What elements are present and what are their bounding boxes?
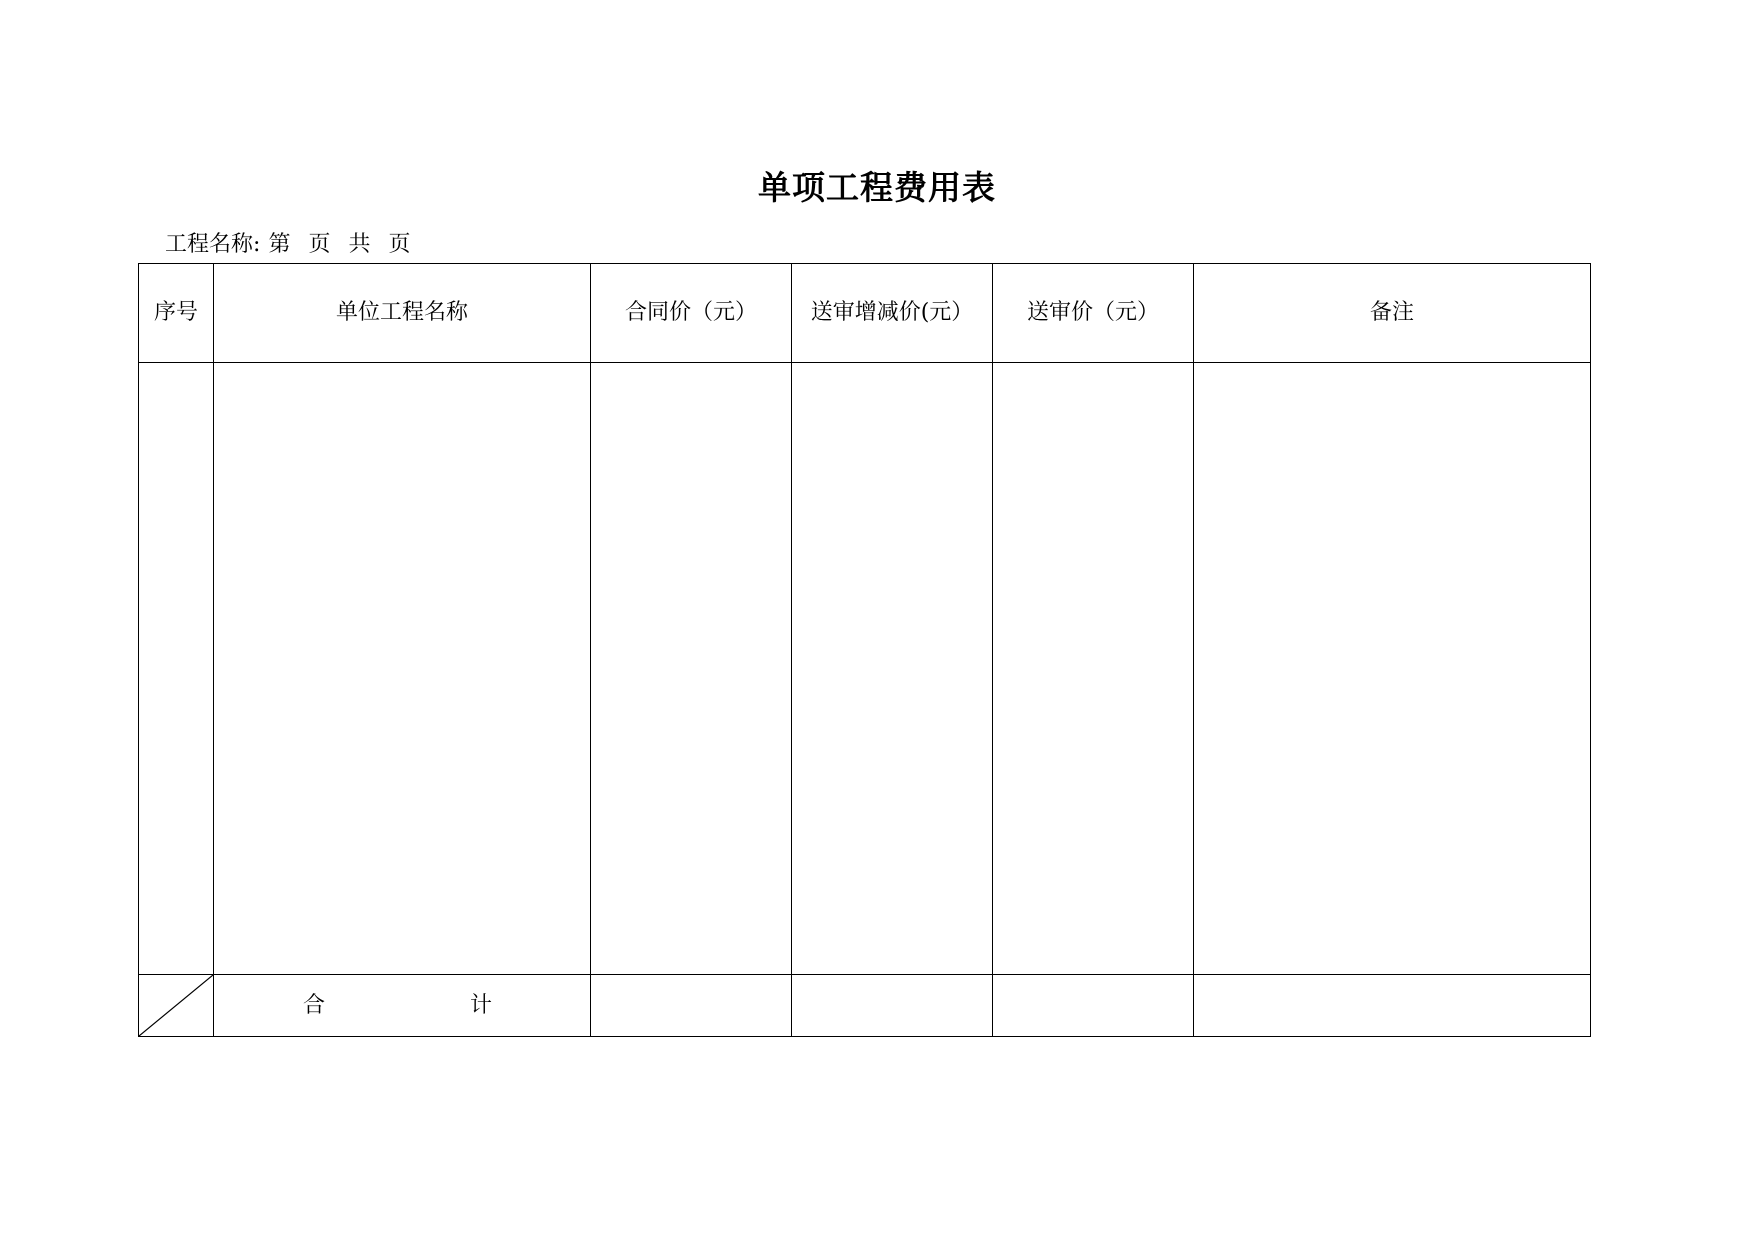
- header-submitted-price: 送审价（元）: [993, 264, 1194, 363]
- project-name-colon: :: [253, 232, 261, 257]
- document-title: 单项工程费用表: [758, 168, 996, 207]
- cost-table: [138, 263, 1591, 1037]
- diagonal-line: [139, 975, 213, 1036]
- total-label-part2: 计: [470, 993, 493, 1018]
- total-adjustment-price: [792, 975, 993, 1037]
- total-pages-unit: 页: [388, 232, 411, 257]
- cell-index: [139, 363, 214, 975]
- total-remarks: [1194, 975, 1591, 1037]
- header-adjustment-price: 送审增减价(元）: [792, 264, 993, 363]
- cell-unit-name: [214, 363, 591, 975]
- total-pages-prefix: 共: [348, 232, 371, 257]
- cell-adjustment-price: [792, 363, 993, 975]
- total-submitted-price: [993, 975, 1194, 1037]
- total-label-part1: 合: [303, 993, 326, 1018]
- total-row: [139, 975, 1591, 1037]
- cell-remarks: [1194, 363, 1591, 975]
- table-row: [139, 363, 1591, 975]
- diagonal-cell: [139, 975, 214, 1037]
- page-prefix: 第: [268, 232, 291, 257]
- header-remarks: 备注: [1194, 264, 1591, 363]
- header-unit-name: 单位工程名称: [214, 264, 591, 363]
- table-header-row: [139, 264, 1591, 363]
- total-label-cell: [214, 975, 591, 1037]
- total-contract-price: [591, 975, 792, 1037]
- header-contract-price: 合同价（元）: [591, 264, 792, 363]
- project-name-label: 工程名称: [165, 232, 254, 257]
- cell-submitted-price: [993, 363, 1194, 975]
- meta-line: [165, 230, 411, 260]
- header-index: 序号: [139, 264, 214, 363]
- page-unit: 页: [308, 232, 331, 257]
- cell-contract-price: [591, 363, 792, 975]
